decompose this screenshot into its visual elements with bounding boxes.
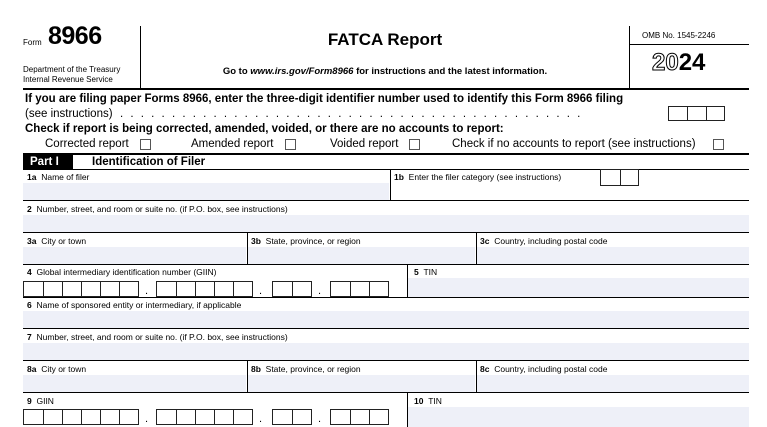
filer-category-input[interactable] [600,169,639,186]
giin-separator: . [318,285,322,297]
no-accounts-checkbox[interactable] [713,139,724,150]
name-of-filer-input[interactable] [23,183,389,200]
giin-9-group-2[interactable] [156,409,253,425]
amended-report-checkbox[interactable] [285,139,296,150]
giin-9-group-3[interactable] [272,409,312,425]
instructions-line: Go to www.irs.gov/Form8966 for instructions and the latest information. [222,66,548,77]
identifier-number-input[interactable] [668,106,725,121]
filer-country-input[interactable] [477,247,749,264]
amended-report-label: Amended report [191,138,274,150]
sponsored-tin-input[interactable] [408,407,749,427]
giin-separator: . [259,413,263,425]
sponsored-state-input[interactable] [248,375,475,392]
giin-group-2[interactable] [156,281,253,297]
department-line: Department of the Treasury [23,65,121,74]
giin-group-4[interactable] [330,281,389,297]
field-8b-label: 8b State, province, or region [251,364,361,374]
field-3c-label: 3c Country, including postal code [480,236,608,246]
dot-leader: . . . . . . . . . . . . . . . . . . . . . . . . . . . . . . . . . . . . . . . . . . . . . [120,108,583,120]
identifier-see-instructions: (see instructions) [25,108,113,120]
field-3a-label: 3a City or town [27,236,87,246]
field-8c-label: 8c Country, including postal code [480,364,608,374]
voided-report-checkbox[interactable] [409,139,420,150]
filer-tin-input[interactable] [408,278,749,297]
field-7-label: 7 Number, street, and room or suite no. (if P.O. box, see instructions) [27,332,288,342]
filer-city-input[interactable] [23,247,246,264]
giin-9-group-4[interactable] [330,409,389,425]
field-9-label: 9 GIIN [27,396,54,406]
field-1b-label: 1b Enter the filer category (see instructions) [394,172,562,182]
check-heading: Check if report is being corrected, amended, voided, or there are no accounts to report: [25,123,504,135]
part-title: Identification of Filer [92,156,206,168]
sponsored-city-input[interactable] [23,375,246,392]
form-word: Form [23,38,42,47]
identifier-instruction: If you are filing paper Forms 8966, enter the three-digit identifier number used to identify this Form 8966 filing [25,93,624,105]
corrected-report-label: Corrected report [45,138,129,150]
giin-9-group-1[interactable] [23,409,139,425]
field-10-label: 10 TIN [414,396,442,406]
giin-separator: . [145,413,149,425]
field-4-label: 4 Global intermediary identification number (GIIN) [27,267,217,277]
agency-line: Internal Revenue Service [23,75,113,84]
filer-state-input[interactable] [248,247,475,264]
field-3b-label: 3b State, province, or region [251,236,361,246]
giin-separator: . [318,413,322,425]
sponsored-street-input[interactable] [23,343,749,360]
giin-group-1[interactable] [23,281,139,297]
omb-number: OMB No. 1545-2246 [642,31,716,40]
tax-year: 2024 [652,49,706,76]
form-title: FATCA Report [327,30,443,49]
field-8a-label: 8a City or town [27,364,87,374]
sponsored-country-input[interactable] [477,375,749,392]
giin-separator: . [259,285,263,297]
giin-separator: . [145,285,149,297]
field-5-label: 5 TIN [414,267,438,277]
irs-link[interactable]: www.irs.gov/Form8966 [250,66,354,77]
field-6-label: 6 Name of sponsored entity or intermediary, if applicable [27,300,242,310]
sponsored-entity-input[interactable] [23,311,749,328]
form-number: 8966 [48,22,102,50]
corrected-report-checkbox[interactable] [140,139,151,150]
field-2-label: 2 Number, street, and room or suite no. (if P.O. box, see instructions) [27,204,288,214]
part-tag: Part I [23,155,73,169]
filer-street-input[interactable] [23,215,749,232]
field-1a-label: 1a Name of filer [27,172,90,182]
no-accounts-label: Check if no accounts to report (see instructions) [452,138,696,150]
giin-group-3[interactable] [272,281,312,297]
voided-report-label: Voided report [330,138,399,150]
